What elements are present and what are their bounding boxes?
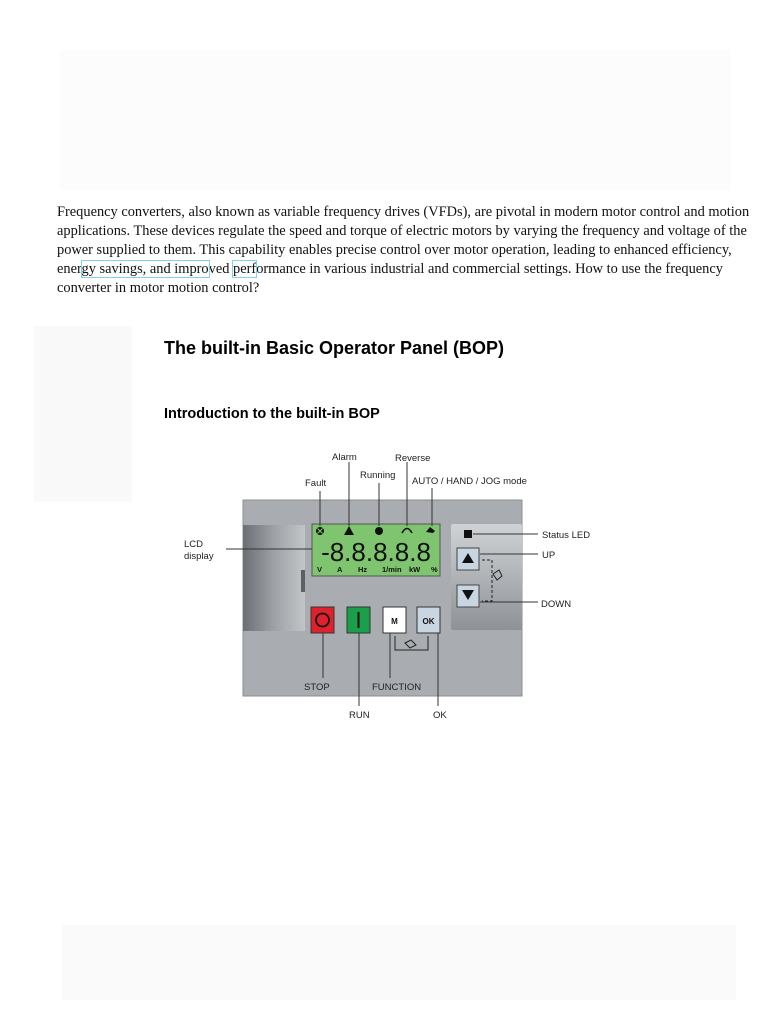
- callout-mode: AUTO / HAND / JOG mode: [412, 476, 527, 487]
- faint-footer-block: [62, 925, 736, 1000]
- status-led: [464, 530, 472, 538]
- faint-header-block: [60, 50, 730, 190]
- lcd-unit-rpm: 1/min: [382, 565, 402, 574]
- callout-up: UP: [542, 550, 556, 561]
- callout-down: DOWN: [541, 599, 572, 610]
- callout-lcd-display: display: [184, 551, 214, 562]
- lcd-unit-v: V: [317, 565, 323, 574]
- ok-button-label: OK: [422, 617, 435, 626]
- left-grip: [243, 525, 305, 631]
- callout-fault: Fault: [305, 478, 327, 489]
- callout-running: Running: [360, 470, 396, 481]
- right-keypad-panel: [451, 524, 522, 630]
- stop-button[interactable]: [311, 607, 334, 633]
- callout-ok: OK: [433, 710, 447, 721]
- lcd-digits: -8.8.8.8.8: [321, 537, 431, 567]
- bop-diagram: [160, 440, 640, 730]
- highlight-link-1[interactable]: gy savings, and impro: [81, 261, 209, 277]
- callout-run: RUN: [349, 710, 370, 721]
- run-icon: [358, 612, 360, 628]
- highlight-link-2[interactable]: perf: [233, 261, 257, 277]
- left-grip-slot: [301, 570, 305, 592]
- function-button-label: M: [391, 617, 398, 626]
- callout-reverse: Reverse: [395, 453, 431, 464]
- lcd-unit-hz: Hz: [358, 565, 368, 574]
- callout-stop: STOP: [304, 682, 330, 693]
- lcd-unit-a: A: [337, 565, 343, 574]
- section-subtitle: Introduction to the built-in BOP: [164, 406, 380, 422]
- faint-side-block: [34, 326, 132, 502]
- lcd-unit-percent: %: [431, 565, 438, 574]
- intro-paragraph: Frequency converters, also known as variable frequency drives (VFDs), are pivotal in modern motor control and motion applications. These devices regulate the speed and torque of electric motors by varying the frequency and voltage of the power supplied to them. This capability enables precise control over motor operation, leading to enhanced efficiency, energy savings, and improved performance in various industrial and commercial settings. How to use the frequency converter in motor motion control?: [57, 204, 750, 296]
- callout-alarm: Alarm: [332, 452, 357, 463]
- callout-status-led: Status LED: [542, 530, 591, 541]
- section-title: The built-in Basic Operator Panel (BOP): [164, 338, 505, 358]
- running-icon: [375, 527, 383, 535]
- callout-function: FUNCTION: [372, 682, 422, 693]
- callout-lcd: LCD: [184, 539, 204, 550]
- lcd-unit-kw: kW: [409, 565, 421, 574]
